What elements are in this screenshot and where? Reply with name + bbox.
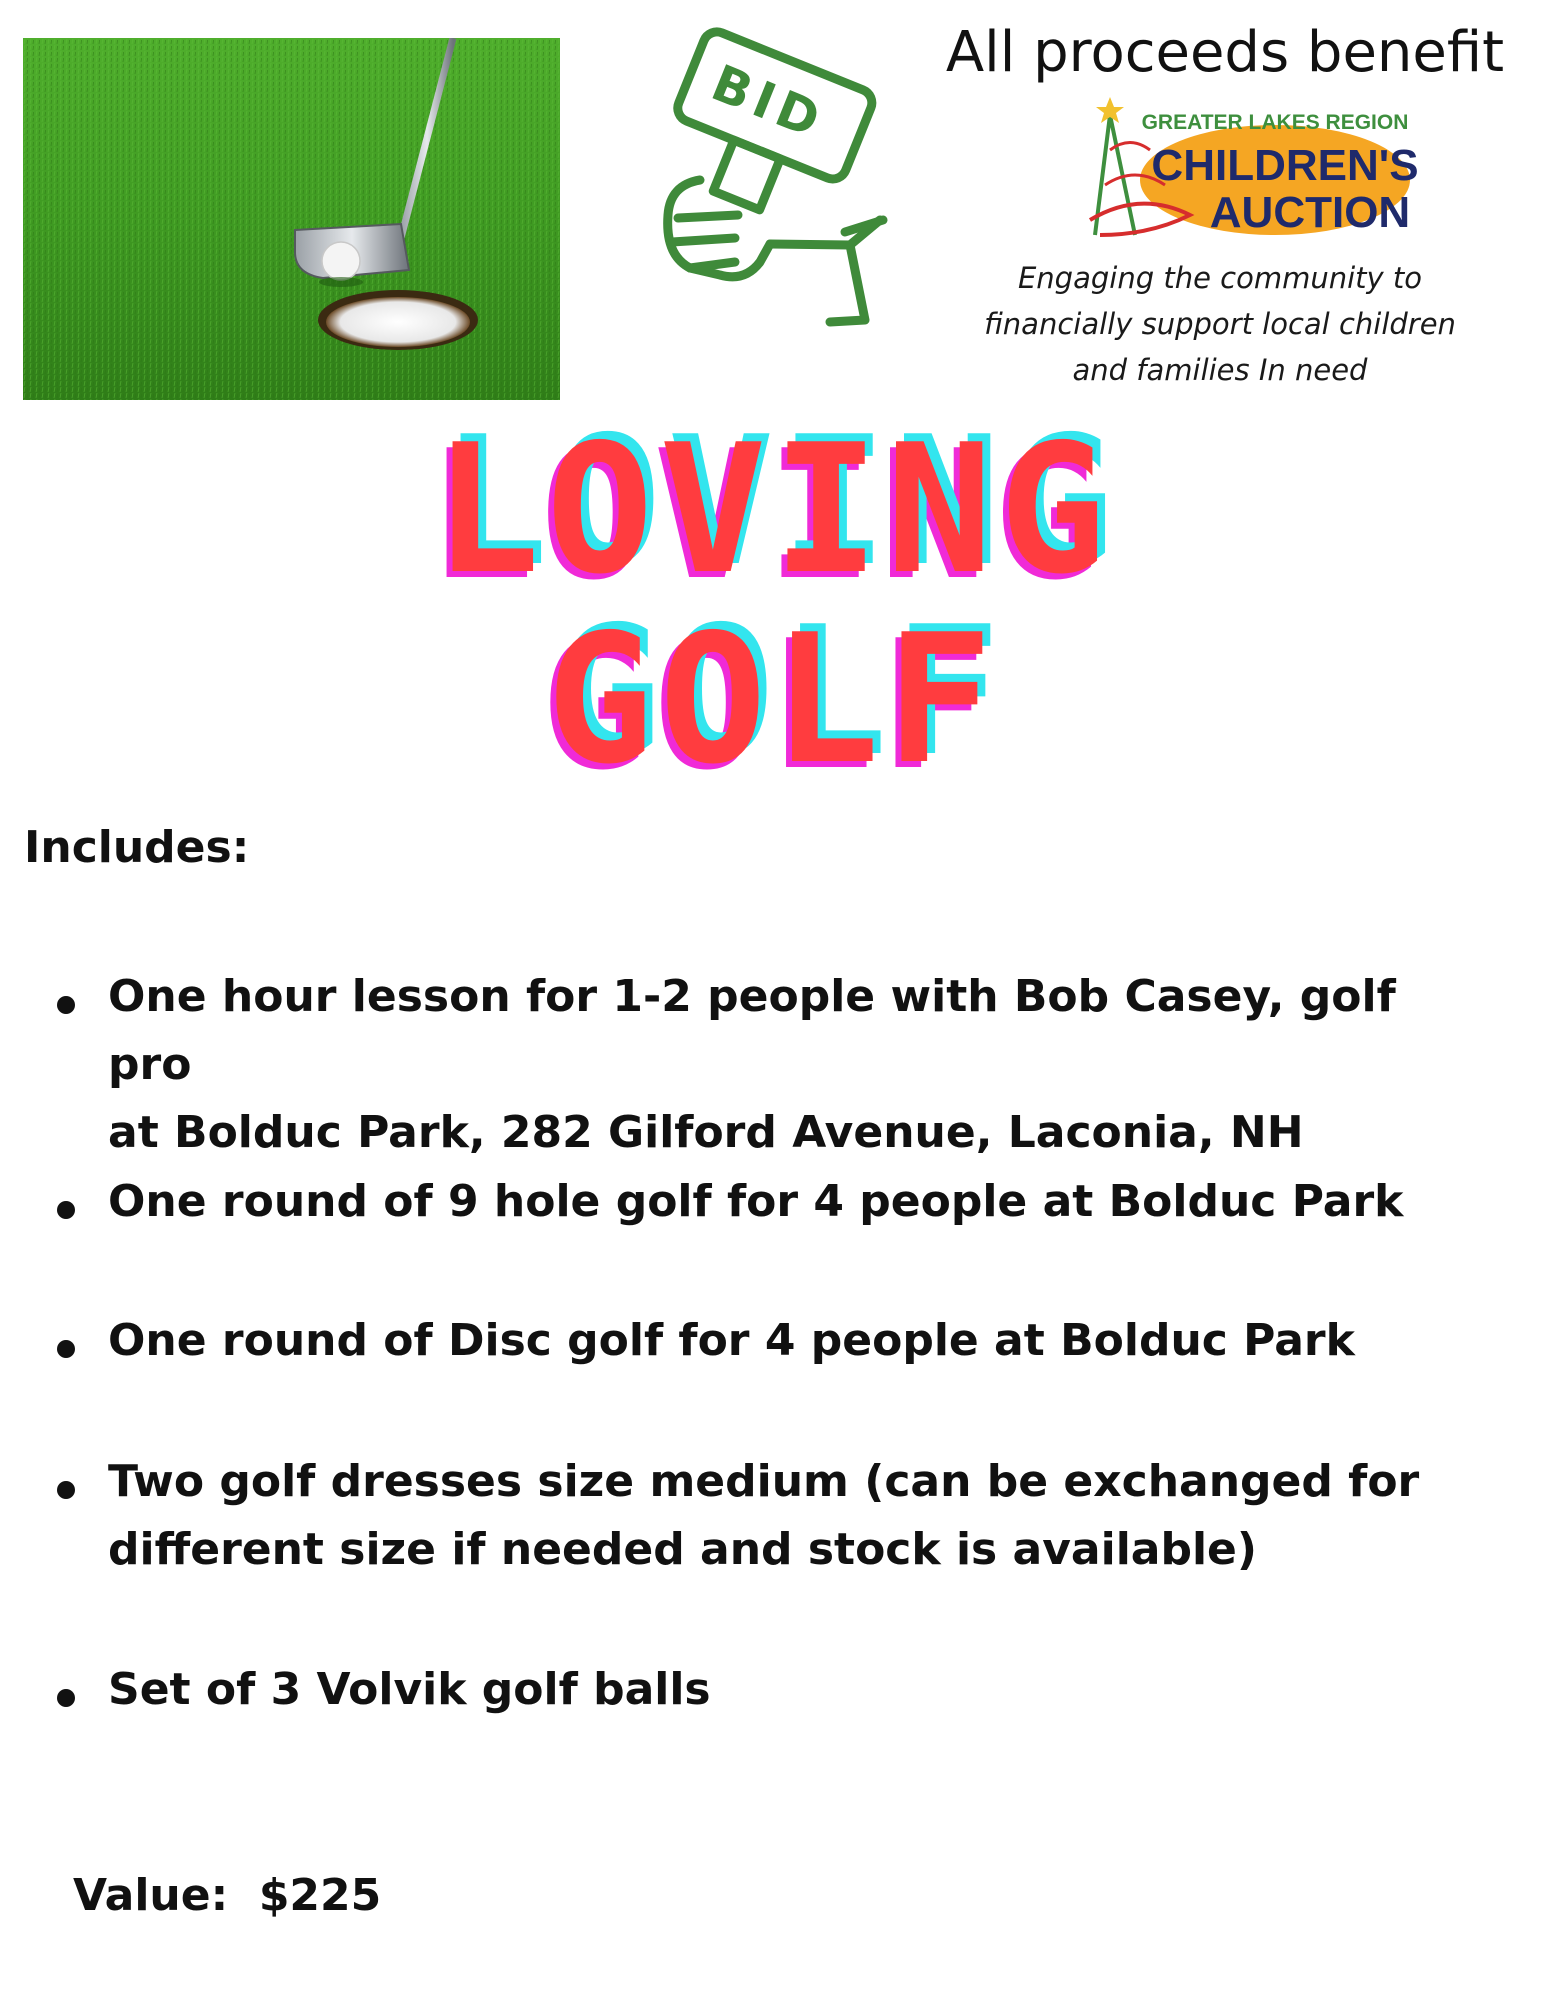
list-item-line: at Bolduc Park, 282 Gilford Avenue, Laconia, NH <box>108 1107 1304 1158</box>
title-line-1: LOVING <box>433 406 1112 613</box>
list-item <box>108 1168 1488 1236</box>
bullet-icon <box>57 1340 75 1358</box>
tagline-line: and families In need <box>1072 353 1368 387</box>
title-line-2: GOLF <box>546 596 999 803</box>
list-item-line: Two golf dresses size medium (can be exchanged for <box>108 1456 1420 1507</box>
tagline <box>940 255 1500 393</box>
logo-line2: CHILDREN'S <box>1151 141 1419 190</box>
tagline-line: financially support local children <box>984 307 1456 341</box>
bid-icon-text: BID <box>703 53 834 152</box>
list-item-line: One round of Disc golf for 4 people at Bolduc Park <box>108 1315 1355 1366</box>
bullet-icon <box>57 1689 75 1707</box>
bullet-icon <box>57 1201 75 1219</box>
bullet-icon <box>57 1481 75 1499</box>
list-item-line: One hour lesson for 1-2 people with Bob Casey, golf pro <box>108 971 1396 1090</box>
list-item-line: One round of 9 hole golf for 4 people at Bolduc Park <box>108 1176 1404 1227</box>
logo-line3: AUCTION <box>1209 188 1411 237</box>
childrens-auction-logo <box>1080 95 1420 245</box>
list-item <box>108 1656 1488 1724</box>
value-text: Value: $225 <box>73 1870 382 1921</box>
tagline-line: Engaging the community to <box>1017 261 1423 295</box>
bid-paddle-icon <box>650 10 900 340</box>
logo-line1: GREATER LAKES REGION <box>1141 111 1409 134</box>
list-item <box>108 1307 1488 1375</box>
page-title <box>0 406 1545 803</box>
list-item <box>108 963 1488 1167</box>
bullet-icon <box>57 996 75 1014</box>
proceeds-text: All proceeds benefit <box>945 20 1505 85</box>
list-item-line: Set of 3 Volvik golf balls <box>108 1664 711 1715</box>
golf-photo <box>23 38 560 400</box>
list-item <box>108 1448 1488 1584</box>
list-item-line: different size if needed and stock is available) <box>108 1524 1258 1575</box>
includes-label: Includes: <box>24 822 250 873</box>
